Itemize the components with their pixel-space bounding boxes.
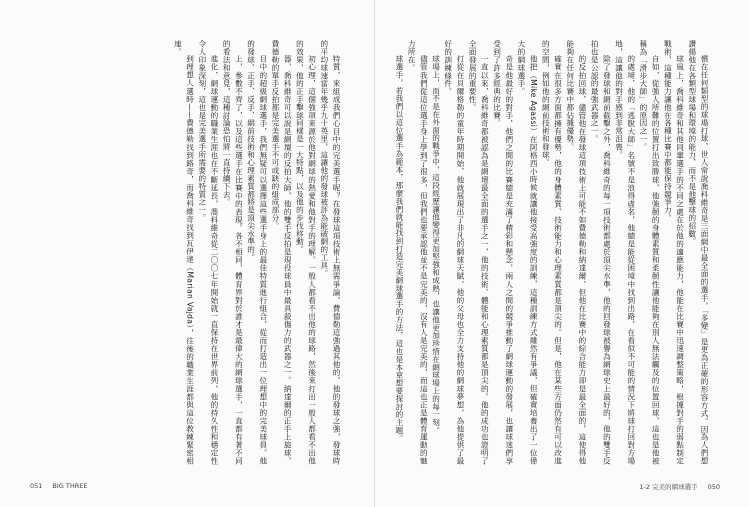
book-gutter <box>374 0 375 507</box>
paragraph: 除了發球和網前截擊之外，喬科維奇的每一項技術都處於頂尖水準，他的回發球被譽為網球史上最好的，他的雙手反拍也是公認的最強武器之一。 <box>590 40 612 465</box>
paragraph: 器，喬科維奇可以說是網壇的反拍大師，他的雙手反拍是現役球員中最具殺傷力的武器之一。納達爾的正手上旋球，費德勒的單手反拍都是完美選手不可或缺的組成部分。 <box>270 40 293 465</box>
paragraph: 一直以來，喬科維奇都被認為是網壇最全面的選手之一，他的技術、體能和心理素質都是頂尖的。他的成功也證明了全面發展的重要性。 <box>468 40 490 465</box>
right-page-text <box>394 40 710 465</box>
paragraph: 到理想人選時——費德勒找到路奇，而喬科維奇找到瓦伊達（Marian Vajda），往後的職業生涯都與這位教練緊密相連。 <box>173 40 195 465</box>
left-page-text <box>42 40 342 465</box>
paragraph: 確實在很多方面都擁有優勢，他的身體素質、技術能力和心理素質都是頂尖的。但是，他在某些方面仍然有可以改進的空間，例如他的網前技術和發球。 <box>541 40 563 465</box>
paragraph: 進化，網球運動的職業生涯也在不斷延長，喬科維奇從二〇〇七年開始就一直保持在世界前列，他的持久性和穩定性令人印象深刻，這也是完美選手所需要的特質之一。 <box>197 40 219 465</box>
paragraph: 球場上，而不是在外面的戰爭中，這段經歷讓他變得更加堅強和成熟，也讓他更加珍惜在網球場上的每一刻。 <box>431 55 441 435</box>
paragraph: 打從在貝爾格勒的童年時期開始，他就展現出了非凡的網球天賦，他的父母也全力支持他的網球夢想，為他提供了最好的訓練條件。 <box>443 40 465 465</box>
paragraph: 的反拍回球，儘管他在發球這項技術上可能不如費德勒和納達爾，但他在比賽中的綜合能力卻是最全面的，這使得他能夠在任何比賽中都佔據優勢。 <box>565 40 587 465</box>
paragraph: 慣在任何類型的球場打球，世人常說喬科維奇是三面網中最全面的選手，「多變」是更為正確的形容方式。因為人們想讚揚他在各類型球場和環境的能力，而不是他擊球的招數。 <box>687 40 709 465</box>
paragraph: 目中的超級網球選手，我們無疑可以選擇這些選手身上的最佳特質進行組合，從而打造出一位理想中的完美球員。他的發球、正手、反手、網前技術和心理素質都將是頂尖水準的。 <box>246 40 268 465</box>
paragraph: 球風上，喬科維奇和其他同輩選手的不同之處在於他的適應能力，他能在比賽中迅速調整策略，根據對手的弱點制定戰術，這種能力讓他在各種比賽中都能保持競爭力。 <box>663 40 685 465</box>
right-page <box>394 40 710 465</box>
paragraph: 儘管我們從這位選手身上學到了很多，但我們也要承認他並不是完美的，沒有人是完美的，而這也正是體育運動的魅力所在。 <box>407 40 429 465</box>
right-page-number: 050 <box>707 483 720 491</box>
chapter-title: 1-2 完美的網球選手 <box>639 483 698 491</box>
paragraph: 上，參數不齊了，以及這些選手在比賽中的表現。各不相同，體育界對於誰才是最偉大的網球選手，一直都有著不同的看法和意見，這種討論恐怕將一直持續下去。 <box>222 40 244 465</box>
left-footer <box>30 482 98 490</box>
paragraph: 初心理，這個強項來源於他對網球的熱愛和他對手的理解。一般人都看不出他的球路，然後來打出一般人都看不出他的效果，他的正手擊球同樣是一大特點，以及他的步伐移動。 <box>295 40 317 465</box>
paragraph: 自如，從強人所難的位置打出致勝球，他強韌的身體素質和柔韌性讓他能夠在別人無法觸及的位置回球，這也是他被稱為「滑步大師」的原因之一。 <box>638 40 661 465</box>
paragraph: 奇是他最好的對手，他們之間的比賽總是充滿了精彩和懸念，兩人之間的競爭推動了網球運動的發展，也讓球迷們享受到了許多經典的比賽。 <box>492 40 514 465</box>
book-title: BIG THREE <box>52 482 88 490</box>
paragraph: 他把（Mike Agassi）在阿格西小時候就讓他接受高強度的訓練，這種訓練方式雖然有爭議，但確實培養出了一位偉大的網球選手。 <box>516 40 539 465</box>
paragraph: 的處境，他的「逃脫大師」名號不是浪得虛名，他總是能從困境中找到出路，在看似不可能的情況下將球打回對方場地，這讓他的對手感到非常沮喪。 <box>614 40 636 465</box>
left-page <box>42 40 342 465</box>
paragraph: 特質，來組成我們心目中的完美選手呢？在發球這項技術上無需爭論，費德勒這強過其他的，他的發球之強，發球時的平均球速當年幾乎九十英里，這讓他的發球被評為能破網的工具。 <box>319 40 341 465</box>
paragraph: 球選手，若我們以這位選手為範本，那麼我們就能找到打造完美網球選手的方法，這也是本章想要探討的主題。 <box>394 55 404 443</box>
right-footer <box>629 482 720 491</box>
left-page-number: 051 <box>30 482 43 490</box>
